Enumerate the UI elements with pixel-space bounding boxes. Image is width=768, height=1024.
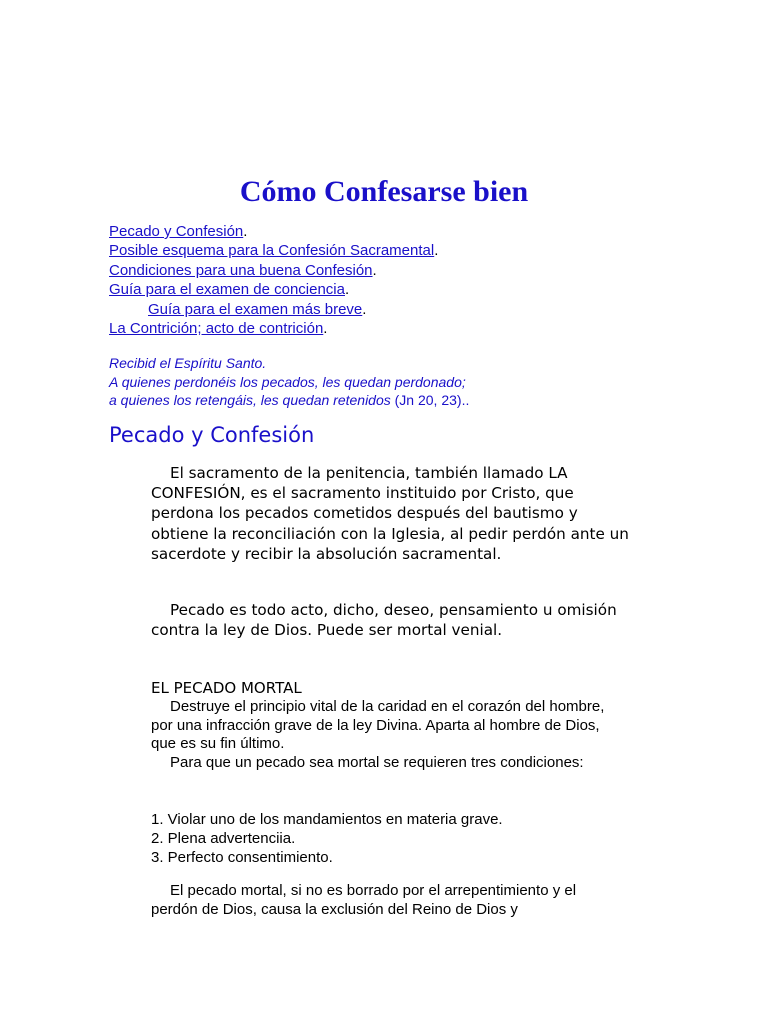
toc-item: Guía para el examen de conciencia.: [109, 281, 350, 299]
toc-item: Condiciones para una buena Confesión.: [109, 261, 377, 279]
quote-line: A quienes perdonéis los pecados, les quedan perdonado;: [109, 373, 466, 390]
toc-item: La Contrición; acto de contrición.: [109, 320, 328, 338]
list-item: 3. Perfecto consentimiento.: [151, 849, 333, 866]
list-item: 1. Violar uno de los mandamientos en materia grave.: [151, 811, 503, 828]
toc-link-esquema-confesion[interactable]: Posible esquema para la Confesión Sacramental: [109, 242, 435, 260]
paragraph-penitencia: El sacramento de la penitencia, también llamado LA CONFESIÓN, es el sacramento instituido por Cristo, que perdona los pecados cometidos después del bautismo y obtiene la reconciliación con la Iglesia, al pedir perdón ante un sacerdote y recibir la absolución sacramental.: [151, 464, 629, 563]
toc-link-contricion[interactable]: La Contrición; acto de contrición: [109, 320, 324, 338]
conditions-list: [151, 810, 503, 867]
page-title: Cómo Confesarse bien: [239, 175, 529, 208]
section-heading: Pecado y Confesión: [109, 423, 315, 447]
toc-link-examen-breve[interactable]: Guía para el examen más breve: [148, 300, 363, 318]
paragraph-exclusion: El pecado mortal, si no es borrado por el arrepentimiento y el perdón de Dios, causa la exclusión del Reino de Dios y: [151, 882, 577, 918]
toc-link-condiciones[interactable]: Condiciones para una buena Confesión: [109, 261, 373, 279]
paragraph-pecado: Pecado es todo acto, dicho, deseo, pensamiento u omisión contra la ley de Dios. Puede ser mortal venial.: [151, 601, 617, 640]
list-item: 2. Plena advertenciia.: [151, 830, 296, 847]
paragraph-destruye: Destruye el principio vital de la caridad en el corazón del hombre, por una infracción grave de la ley Divina. Aparta al hombre de Dios, que es su fin último.: [151, 698, 605, 752]
toc-item: Posible esquema para la Confesión Sacramental.: [109, 242, 439, 260]
scripture-quote: [109, 354, 469, 410]
subheading-pecado-mortal: EL PECADO MORTAL: [151, 679, 302, 697]
toc-item: Guía para el examen más breve.: [148, 300, 367, 318]
quote-line: a quienes los retengáis, les quedan retenidos: [109, 392, 391, 408]
toc-link-examen-conciencia[interactable]: Guía para el examen de conciencia: [109, 281, 345, 299]
toc-link-pecado-confesion[interactable]: Pecado y Confesión: [109, 223, 244, 240]
quote-reference: (Jn 20, 23)..: [390, 392, 470, 408]
toc-item: Pecado y Confesión.: [109, 223, 248, 240]
paragraph-condiciones-intro: Para que un pecado sea mortal se requieren tres condiciones:: [170, 754, 584, 771]
table-of-contents: [109, 222, 438, 338]
quote-line: Recibid el Espíritu Santo.: [109, 355, 267, 371]
